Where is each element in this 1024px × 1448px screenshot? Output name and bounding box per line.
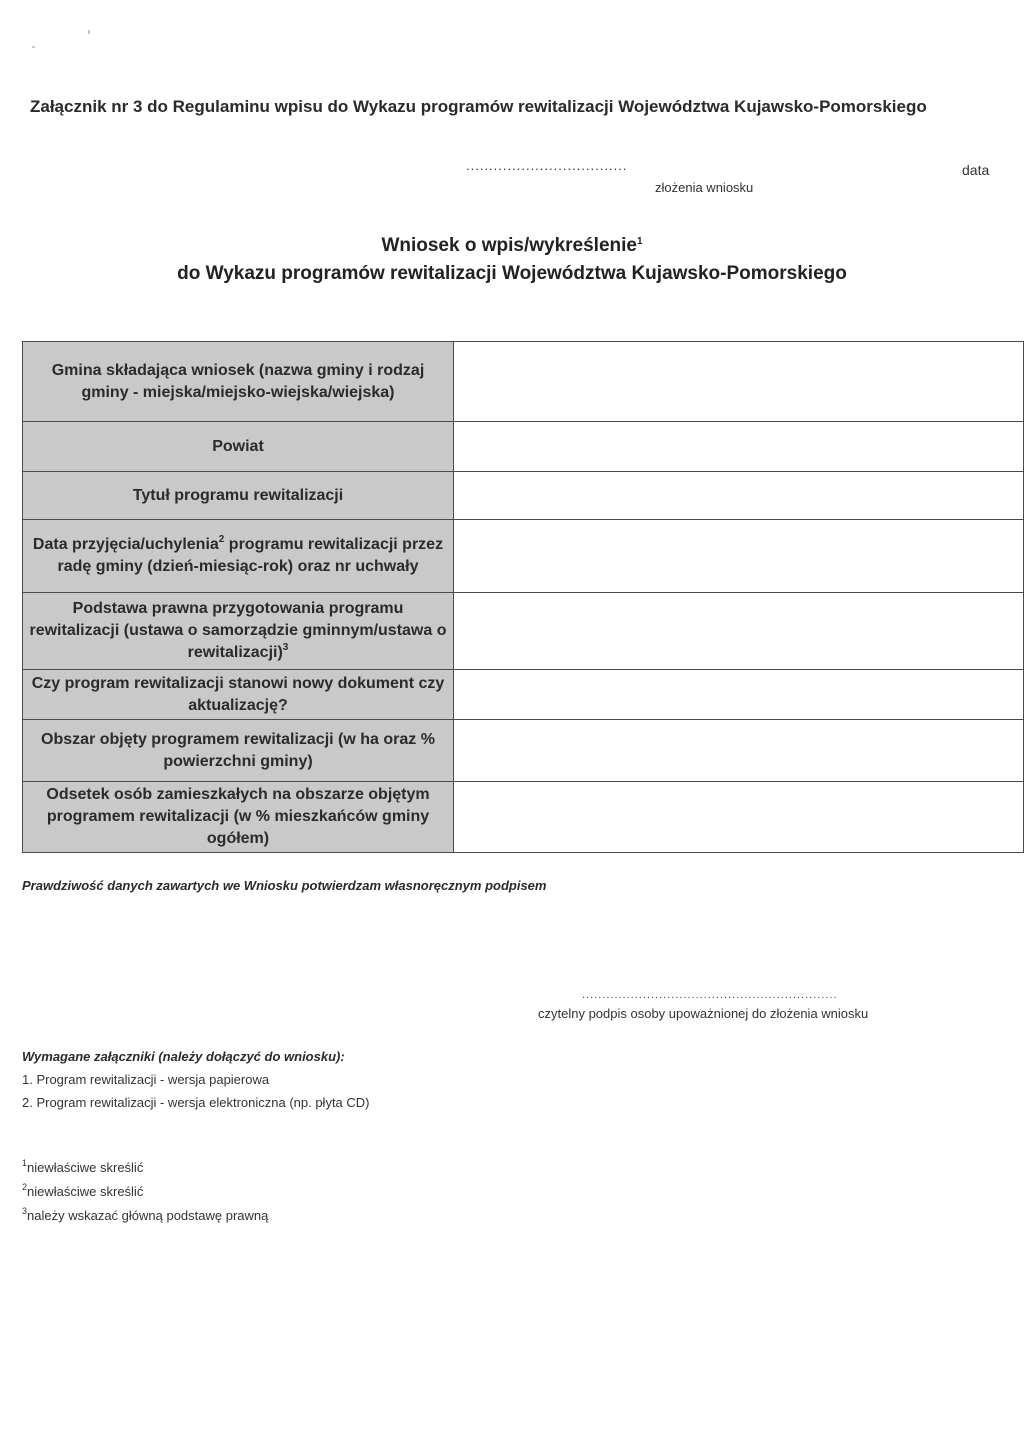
footnote-ref: 3 xyxy=(282,642,289,653)
attachment-item: 2. Program rewitalizacji - wersja elektroniczna (np. płyta CD) xyxy=(22,1095,370,1110)
form-title xyxy=(0,232,1024,288)
footnote-mark: 2 xyxy=(22,1182,28,1192)
table-row xyxy=(23,472,1024,520)
annex-heading: Załącznik nr 3 do Regulaminu wpisu do Wykazu programów rewitalizacji Województwa Kujawsko-Pomorskiego xyxy=(30,97,927,116)
row-label-county: Powiat xyxy=(23,422,454,472)
table-row xyxy=(23,520,1024,593)
table-row xyxy=(23,720,1024,782)
row-label-municipality: Gmina składająca wniosek (nazwa gminy i rodzaj gminy - miejska/miejsko-wiejska/wiejska) xyxy=(23,342,454,422)
scan-speck xyxy=(32,46,35,48)
field-program-title[interactable] xyxy=(454,472,1024,520)
form-title-line-1 xyxy=(0,232,1024,260)
scan-speck xyxy=(88,30,90,34)
field-adoption-date[interactable] xyxy=(454,520,1024,593)
footnote-text: niewłaściwe skreślić xyxy=(27,1184,144,1199)
table-row xyxy=(23,782,1024,853)
confirmation-statement: Prawdziwość danych zawartych we Wniosku potwierdzam własnoręcznym podpisem xyxy=(22,878,547,893)
field-municipality[interactable] xyxy=(454,342,1024,422)
footnote xyxy=(22,1184,143,1199)
row-label-area: Obszar objęty programem rewitalizacji (w ha oraz % powierzchni gminy) xyxy=(23,720,454,782)
footnote xyxy=(22,1208,268,1223)
label-text: Podstawa prawna przygotowania programu rewitalizacji (ustawa o samorządzie gminnym/ustawa o rewitalizacji) xyxy=(29,600,447,661)
field-new-or-update[interactable] xyxy=(454,670,1024,720)
footnote-text: należy wskazać główną podstawę prawną xyxy=(27,1208,269,1223)
date-label: data xyxy=(962,162,990,178)
field-population-share[interactable] xyxy=(454,782,1024,853)
signature-caption: czytelny podpis osoby upoważnionej do złożenia wniosku xyxy=(538,1006,869,1021)
row-label-population-share: Odsetek osób zamieszkałych na obszarze objętym programem rewitalizacji (w % mieszkańców gminy ogółem) xyxy=(23,782,454,853)
row-label-new-or-update: Czy program rewitalizacji stanowi nowy dokument czy aktualizację? xyxy=(23,670,454,720)
date-fill-line[interactable]: ................................... xyxy=(466,158,628,173)
label-text: programu rewitalizacji przez radę gminy (dzień-miesiąc-rok) oraz nr uchwały xyxy=(57,536,444,575)
footnote-ref: 1 xyxy=(636,236,643,247)
form-title-main: Wniosek o wpis/wykreślenie xyxy=(381,235,637,256)
row-label-legal-basis xyxy=(23,593,454,670)
footnote-text: niewłaściwe skreślić xyxy=(27,1160,144,1175)
field-legal-basis[interactable] xyxy=(454,593,1024,670)
row-label-adoption-date xyxy=(23,520,454,593)
field-county[interactable] xyxy=(454,422,1024,472)
footnote-mark: 3 xyxy=(22,1206,28,1216)
label-text: Data przyjęcia/uchylenia xyxy=(32,536,219,553)
form-title-line-2: do Wykazu programów rewitalizacji Województwa Kujawsko-Pomorskiego xyxy=(177,263,847,284)
footnote-ref: 2 xyxy=(218,534,225,545)
footnote-mark: 1 xyxy=(22,1158,28,1168)
table-row xyxy=(23,670,1024,720)
application-form-table xyxy=(22,341,1024,853)
attachment-item: 1. Program rewitalizacji - wersja papierowa xyxy=(22,1072,270,1087)
footnote xyxy=(22,1160,143,1175)
date-caption: złożenia wniosku xyxy=(655,180,754,195)
signature-line[interactable]: ............................................................... xyxy=(582,989,838,1001)
attachments-heading: Wymagane załączniki (należy dołączyć do wniosku): xyxy=(22,1049,345,1064)
row-label-program-title: Tytuł programu rewitalizacji xyxy=(23,472,454,520)
table-row xyxy=(23,342,1024,422)
table-row xyxy=(23,422,1024,472)
table-row xyxy=(23,593,1024,670)
field-area[interactable] xyxy=(454,720,1024,782)
